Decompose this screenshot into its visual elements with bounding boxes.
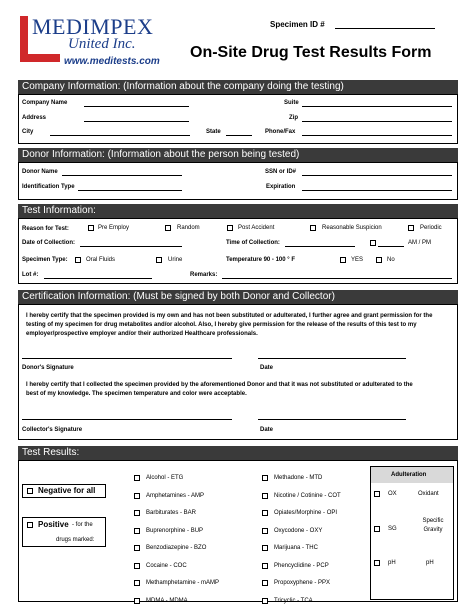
test-info-section-header: Test Information: [18, 204, 458, 218]
temp-no-label: No [387, 257, 395, 263]
positive-checkbox[interactable] [27, 522, 33, 528]
drug-col1-checkbox-7[interactable] [134, 598, 140, 604]
specimen-id-label: Specimen ID # [270, 20, 325, 29]
drug-col1-label-1: Amphetamines - AMP [146, 492, 205, 499]
expiration-label: Expiration [266, 184, 296, 190]
specimen-id-field[interactable] [335, 28, 435, 29]
am-checkbox[interactable] [370, 240, 376, 246]
drug-col2-checkbox-1[interactable] [262, 493, 268, 499]
id-type-label: Identification Type [22, 184, 75, 190]
adulteration-title: Adulteration [391, 472, 427, 478]
drug-col2-label-1: Nicotine / Cotinine - COT [274, 492, 341, 499]
donor-statement: I hereby certify that the specimen provided is my own and has not been substituted or adulterated, I further agree and grant permission for the testing of my specimen for drug metabolites and/or alcohol. Also, I hereby give permission for the release of the results of this test to my employer/prospective employer and/or their authorized Healthcare professionals. [26, 313, 433, 337]
drug-col2-checkbox-3[interactable] [262, 528, 268, 534]
drug-col1-label-3: Buprenorphine - BUP [146, 527, 204, 534]
drug-col1-checkbox-4[interactable] [134, 545, 140, 551]
zip-field[interactable] [302, 121, 452, 122]
adulteration-ox-checkbox[interactable] [374, 491, 380, 497]
drug-col1-label-4: Benzodiazepine - BZO [146, 545, 207, 551]
donor-section-header: Donor Information: (Information about the person being tested) [18, 148, 458, 162]
drug-col2-checkbox-6[interactable] [262, 580, 268, 586]
adulteration-ph-code: pH [388, 560, 396, 566]
zip-label: Zip [289, 115, 298, 121]
collection-date-field[interactable] [80, 246, 182, 247]
donor-signature-label: Donor's Signature [22, 365, 74, 371]
drug-col1-checkbox-2[interactable] [134, 510, 140, 516]
temp-yes-checkbox[interactable] [340, 257, 346, 263]
donor-date-field[interactable] [258, 358, 406, 359]
reason-periodic-checkbox[interactable] [408, 225, 414, 231]
address-field[interactable] [84, 121, 189, 122]
drug-col1-label-6: Methamphetamine - mAMP [146, 580, 220, 586]
donor-date-label: Date [260, 365, 274, 371]
drug-col2-label-0: Methadone - MTD [274, 475, 323, 481]
adulteration-sg-checkbox[interactable] [374, 526, 380, 532]
logo-brand-sub: United Inc. [68, 36, 136, 52]
time-extra-field[interactable] [378, 246, 404, 247]
reason-label: Reason for Test: [22, 226, 69, 232]
drug-col2-checkbox-4[interactable] [262, 545, 268, 551]
positive-note-2: drugs marked: [56, 537, 95, 543]
certification-section-header: Certification Information: (Must be signed by both Donor and Collector) [18, 290, 458, 304]
drug-col2-label-2: Opiates/Morphine - OPI [274, 510, 338, 516]
oral-fluids-checkbox[interactable] [75, 257, 81, 263]
company-section-frame [18, 94, 458, 144]
collector-date-label: Date [260, 427, 274, 433]
collector-signature-field[interactable] [22, 419, 232, 420]
adulteration-ph-name: pH [426, 560, 434, 566]
negative-checkbox[interactable] [27, 488, 33, 494]
reason-post-accident-checkbox[interactable] [227, 225, 233, 231]
reason-suspicion-label: Reasonable Suspicion [322, 225, 382, 231]
positive-note-1: - for the [72, 522, 93, 528]
reason-pre-employ-label: Pre Employ [98, 225, 130, 231]
negative-label: Negative for all [38, 486, 96, 495]
drug-col2-label-3: Oxycodone - OXY [274, 527, 323, 534]
drug-col2-label-7: Tricyclic - TCA [274, 597, 313, 604]
logo-brand-name: MEDIMPEX [32, 14, 154, 39]
collection-time-label: Time of Collection: [226, 240, 280, 246]
collector-signature-label: Collector's Signature [22, 427, 83, 433]
state-label: State [206, 129, 221, 135]
reason-pre-employ-checkbox[interactable] [88, 225, 94, 231]
temp-no-checkbox[interactable] [376, 257, 382, 263]
urine-checkbox[interactable] [156, 257, 162, 263]
ssn-field[interactable] [302, 175, 452, 176]
company-section-header: Company Information: (Information about the company doing the testing) [18, 80, 458, 94]
collector-date-field[interactable] [258, 419, 406, 420]
donor-name-field[interactable] [62, 175, 182, 176]
city-label: City [22, 129, 34, 135]
positive-label: Positive [38, 520, 69, 529]
company-name-label: Company Name [22, 100, 68, 106]
drug-col2-label-6: Propoxyphene - PPX [274, 580, 331, 586]
specimen-type-label: Specimen Type: [22, 257, 68, 263]
drug-col1-checkbox-5[interactable] [134, 563, 140, 569]
adulteration-ox-name: Oxidant [418, 491, 439, 497]
reason-periodic-label: Periodic [420, 225, 442, 231]
form-title: On-Site Drug Test Results Form [190, 44, 432, 61]
id-type-field[interactable] [78, 190, 182, 191]
collection-time-field[interactable] [285, 246, 355, 247]
temperature-label: Temperature 90 - 100 ° F [226, 257, 295, 263]
drug-col1-label-7: MDMA - MDMA [146, 597, 188, 604]
donor-name-label: Donor Name [22, 169, 58, 175]
state-field[interactable] [226, 135, 252, 136]
drug-col1-label-5: Cocaine - COC [146, 562, 187, 569]
drug-col1-checkbox-3[interactable] [134, 528, 140, 534]
drug-col2-checkbox-0[interactable] [262, 475, 268, 481]
collection-date-label: Date of Collection: [22, 240, 76, 246]
ssn-label: SSN or ID# [265, 169, 297, 175]
adulteration-sg-name: Specific Gravity [422, 518, 444, 533]
reason-suspicion-checkbox[interactable] [310, 225, 316, 231]
logo-url: www.meditests.com [64, 56, 160, 67]
company-name-field[interactable] [84, 106, 189, 107]
donor-section-frame [18, 162, 458, 200]
lot-field[interactable] [44, 278, 152, 279]
am-pm-label: AM / PM [408, 240, 432, 246]
reason-random-checkbox[interactable] [165, 225, 171, 231]
logo-red-base [20, 54, 60, 62]
expiration-field[interactable] [302, 190, 452, 191]
drug-col1-label-2: Barbiturates - BAR [146, 510, 197, 516]
drug-col1-checkbox-1[interactable] [134, 493, 140, 499]
drug-col2-checkbox-2[interactable] [262, 510, 268, 516]
phone-label: Phone/Fax [265, 129, 296, 135]
test-results-section-header: Test Results: [18, 446, 458, 460]
remarks-field[interactable] [222, 278, 452, 279]
drug-col2-checkbox-5[interactable] [262, 563, 268, 569]
drug-col2-label-4: Marijuana - THC [274, 545, 318, 551]
adulteration-sg-code: SG [388, 526, 397, 532]
company-logo [20, 16, 170, 70]
phone-field[interactable] [302, 135, 452, 136]
adulteration-ox-code: OX [388, 491, 397, 497]
drug-col2-label-5: Phencyclidine - PCP [274, 562, 329, 569]
reason-random-label: Random [177, 225, 200, 231]
urine-label: Urine [168, 257, 183, 263]
collector-statement: I hereby certify that I collected the specimen provided by the aforementioned Donor and that it was not substituted or adulterated to the best of my knowledge. The specimen temperature and color were acceptable. [26, 382, 413, 397]
city-field[interactable] [50, 135, 190, 136]
adulteration-ph-checkbox[interactable] [374, 560, 380, 566]
suite-label: Suite [284, 100, 299, 106]
lot-label: Lot #: [22, 272, 39, 278]
remarks-label: Remarks: [190, 272, 218, 278]
reason-post-accident-label: Post Accident [238, 225, 275, 231]
suite-field[interactable] [302, 106, 452, 107]
drug-col1-label-0: Alcohol - ETG [146, 475, 184, 481]
drug-col1-checkbox-6[interactable] [134, 580, 140, 586]
drug-col1-checkbox-0[interactable] [134, 475, 140, 481]
temp-yes-label: YES [351, 257, 364, 263]
donor-signature-field[interactable] [22, 358, 232, 359]
address-label: Address [22, 115, 47, 121]
oral-fluids-label: Oral Fluids [86, 257, 116, 263]
drug-col2-checkbox-7[interactable] [262, 598, 268, 604]
